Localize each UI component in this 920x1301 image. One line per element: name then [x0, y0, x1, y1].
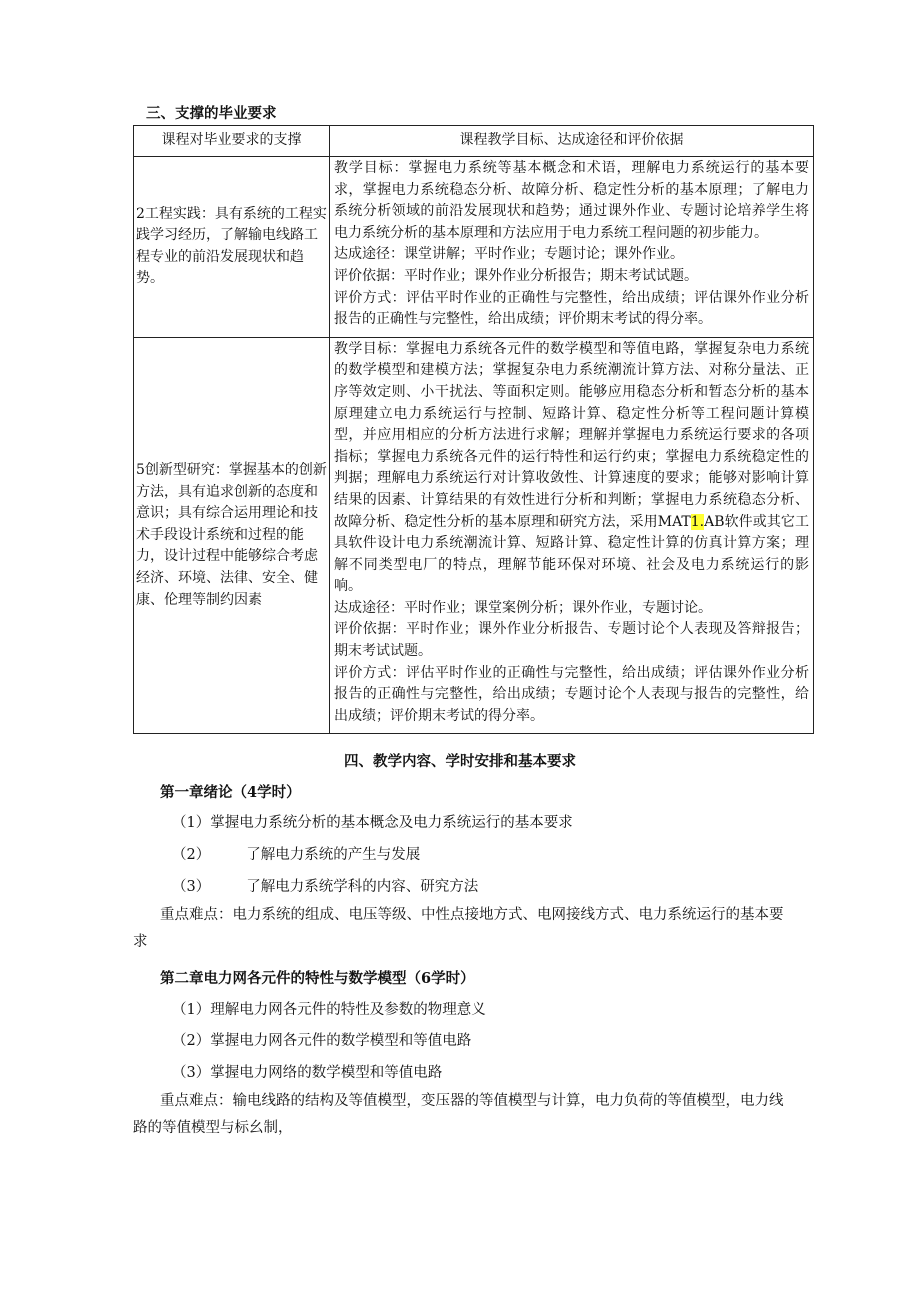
chapter-1-key-points: 重点难点：电力系统的组成、电压等级、中性点接地方式、电网接线方式、电力系统运行的基本要求 [133, 907, 784, 950]
item-text: 理解电力网各元件的特性及参数的物理意义 [210, 1002, 486, 1018]
achievement-path: 达成途径：平时作业；课堂案例分析；课外作业，专题讨论。 [334, 599, 712, 616]
header-requirement: 课程对毕业要求的支撑 [134, 126, 330, 157]
objectives-cell [330, 157, 814, 338]
achievement-path: 达成途径：课堂讲解；平时作业；专题讨论；课外作业。 [334, 246, 684, 263]
evaluation-basis: 评价依据：平时作业；课外作业分析报告、专题讨论个人表现及答辩报告；期末考试试题。 [334, 621, 809, 660]
item-text: 掌握电力系统分析的基本概念及电力系统运行的基本要求 [210, 815, 573, 831]
requirement-cell: 5创新型研究：掌握基本的创新方法，具有追求创新的态度和意识；具有综合运用理论和技术手段设计系统和过程的能力，设计过程中能够综合考虑经济、环境、法律、安全、健康、伦理等制约因素 [134, 337, 330, 734]
item-number: （3） [172, 1065, 211, 1081]
table-row [134, 337, 814, 734]
item-text: 了解电力系统学科的内容、研究方法 [246, 879, 479, 895]
highlighted-text: 1. [690, 513, 705, 530]
graduation-requirements-table [133, 125, 814, 734]
evaluation-basis: 评价依据：平时作业；课外作业分析报告；期末考试试题。 [334, 267, 698, 284]
chapter-2-item [172, 1029, 471, 1050]
chapter-2-title: 第二章电力网各元件的特性与数学模型（6学时） [160, 970, 475, 987]
chapter-2-item [172, 1061, 442, 1082]
item-number: （3） [172, 879, 211, 895]
evaluation-method: 评价方式：评估平时作业的正确性与完整性，给出成绩；评估课外作业分析报告的正确性与完整性，给出成绩；评价期末考试的得分率。 [334, 289, 809, 328]
table-row [134, 157, 814, 338]
evaluation-method: 评价方式：评估平时作业的正确性与完整性，给出成绩；评估课外作业分析报告的正确性与完整性，给出成绩；专题讨论个人表现与报告的完整性，给出成绩；评价期末考试的得分率。 [334, 664, 809, 724]
item-number: （1） [172, 815, 211, 831]
teaching-goal [334, 339, 809, 598]
teaching-goal-text-cont: AB软件或其它工具软件设计电力系统潮流计算、短路计算、稳定性计算的仿真计算方案；理解不同类型电厂的特点，理解节能环保对环境、社会及电力系统运行的影响。 [334, 513, 809, 595]
chapter-1-item [172, 875, 478, 896]
table-header-row [134, 126, 814, 157]
teaching-goal: 教学目标：掌握电力系统等基本概念和术语，理解电力系统运行的基本要求，掌握电力系统稳态分析、故障分析、稳定性分析的基本原理；了解电力系统分析领域的前沿发展现状和趋势；通过课外作业、专题讨论培养学生将电力系统分析的基本原理和方法应用于电力系统工程问题的初步能力。 [334, 160, 809, 241]
chapter-1-title: 第一章绪论（4学时） [160, 784, 301, 801]
chapter-1-item [172, 843, 420, 864]
section-3-heading: 三、支撑的毕业要求 [146, 105, 277, 122]
item-number: （2） [172, 847, 211, 863]
teaching-goal-text: 教学目标：掌握电力系统各元件的数学模型和等值电路，掌握复杂电力系统的数学模型和建模方法；掌握复杂电力系统潮流计算方法、对称分量法、正序等效定则、小干扰法、等面积定则。能够应用稳态分析和暂态分析的基本原理建立电力系统运行与控制、短路计算、稳定性分析等工程问题计算模型，并应用相应的分析方法进行求解；理解并掌握电力系统运行要求的各项指标；掌握电力系统各元件的运行特性和运行约束；掌握电力系统稳定性的判据；理解电力系统运行对计算收敛性、计算速度的要求；能够对影响计算结果的因素、计算结果的有效性进行分析和判断；掌握电力系统稳态分析、故障分析、稳定性分析的基本原理和研究方法，采用MAT [334, 340, 809, 530]
item-text: 了解电力系统的产生与发展 [246, 847, 421, 863]
item-text: 掌握电力网各元件的数学模型和等值电路 [210, 1033, 472, 1049]
item-number: （1） [172, 1002, 211, 1018]
chapter-2-item [172, 998, 486, 1019]
item-number: （2） [172, 1033, 211, 1049]
chapter-1-item [172, 811, 573, 832]
item-text: 掌握电力网络的数学模型和等值电路 [210, 1065, 443, 1081]
section-4-heading: 四、教学内容、学时安排和基本要求 [344, 753, 576, 770]
objectives-cell [330, 337, 814, 734]
chapter-2-key-points: 重点难点：输电线路的结构及等值模型，变压器的等值模型与计算，电力负荷的等值模型，电力线路的等值模型与标幺制， [133, 1093, 784, 1136]
header-objectives: 课程教学目标、达成途径和评价依据 [330, 126, 814, 157]
requirement-cell: 2工程实践：具有系统的工程实践学习经历，了解输电线路工程专业的前沿发展现状和趋势。 [134, 157, 330, 338]
